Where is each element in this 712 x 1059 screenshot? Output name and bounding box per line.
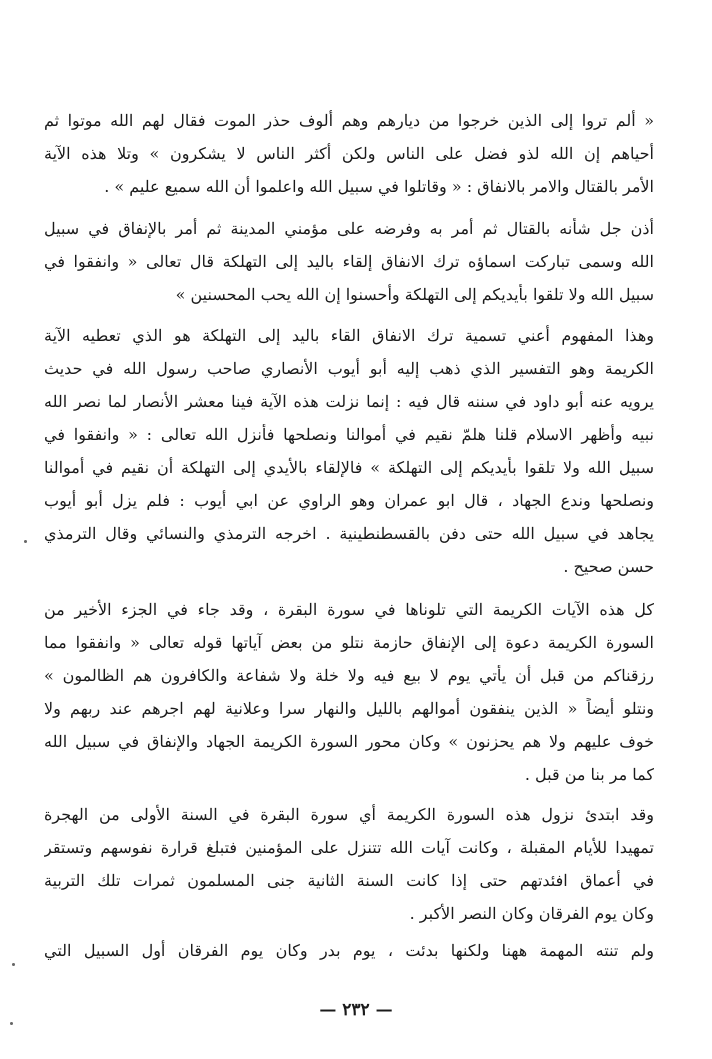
p3-line-8: حسن صحيح . bbox=[563, 557, 654, 576]
p4-line-6: كما مر بنا من قبل . bbox=[524, 765, 654, 784]
p3-line-2: الكريمة وهو التفسير الذي ذهب إليه أبو أيوب الأنصاري صاحب رسول الله في حديث bbox=[44, 359, 654, 378]
p4-line-1: كل هذه الآيات الكريمة التي تلوناها في سورة البقرة ، وقد جاء في الجزء الأخير من bbox=[44, 600, 654, 619]
p5-line-4: وكان يوم الفرقان وكان النصر الأكبر . bbox=[409, 904, 654, 923]
p4-line-2: السورة الكريمة دعوة إلى الإنفاق حازمة نتلو من بعض آياتها قوله تعالى « وانفقوا مما bbox=[44, 633, 654, 652]
p6-line-1: ولم تنته المهمة ههنا ولكنها بدئت ، يوم بدر وكان يوم الفرقان أول السبيل التي bbox=[44, 941, 654, 960]
scan-speck bbox=[12, 963, 15, 966]
p3-line-6: ونصلحها وندع الجهاد ، قال ابو عمران وهو الراوي عن ابي أيوب : فلم يزل أبو أيوب bbox=[44, 491, 654, 510]
p5-line-1: وقد ابتدئ نزول هذه السورة الكريمة أي سورة البقرة في السنة الأولى من الهجرة bbox=[44, 805, 654, 824]
p3-line-1: وهذا المفهوم أعني تسمية ترك الانفاق القاء باليد إلى التهلكة هو الذي تعطيه الآية bbox=[44, 326, 654, 345]
p1-line-1: « ألم تروا إلى الذين خرجوا من ديارهم وهم ألوف حذر الموت فقال لهم الله موتوا ثم bbox=[44, 111, 654, 130]
scan-speck bbox=[10, 1022, 13, 1025]
p4-line-5: خوف عليهم ولا هم يحزنون » وكان محور السورة الكريمة الجهاد والإنفاق في سبيل الله bbox=[44, 732, 654, 751]
p3-line-5: سبيل الله ولا تلقوا بأيديكم إلى التهلكة » فالإلقاء بالأيدي إلى التهلكة أن نقيم في أموالنا bbox=[44, 458, 654, 477]
scan-speck bbox=[24, 540, 27, 543]
p4-line-3: رزقناكم من قبل أن يأتي يوم لا بيع فيه ولا خلة ولا شفاعة والكافرون هم الظالمون » bbox=[44, 666, 654, 685]
p5-line-2: تمهيدا للأيام المقبلة ، وكانت آيات الله تتنزل على المؤمنين فتبلغ قرارة نفوسهم وتستقر bbox=[44, 838, 654, 857]
page-number: — ٢٣٢ — bbox=[319, 1000, 393, 1020]
p3-line-3: يرويه عنه أبو داود في سننه قال فيه : إنما نزلت هذه الآية فينا معشر الأنصار لما نصر الله bbox=[44, 392, 654, 411]
p1-line-3: الأمر بالقتال والامر بالانفاق : « وقاتلوا في سبيل الله واعلموا أن الله سميع عليم » . bbox=[104, 177, 654, 196]
p2-line-3: سبيل الله ولا تلقوا بأيديكم إلى التهلكة وأحسنوا إن الله يحب المحسنين » bbox=[175, 285, 654, 304]
p3-line-7: يجاهد في سبيل الله حتى دفن بالقسطنطينية . اخرجه الترمذي والنسائي وقال الترمذي bbox=[44, 524, 654, 543]
p1-line-2: أحياهم إن الله لذو فضل على الناس ولكن أكثر الناس لا يشكرون » وتلا هذه الآية bbox=[44, 144, 654, 163]
p4-line-4: ونتلو أيضاً « الذين ينفقون أموالهم بالليل والنهار سرا وعلانية لهم اجرهم عند ربهم ولا bbox=[44, 699, 654, 718]
p3-line-4: نبيه وأظهر الاسلام قلنا هلمّ نقيم في أموالنا ونصلحها فأنزل الله تعالى : « وانفقوا في bbox=[44, 425, 654, 444]
p5-line-3: في أعماق افئدتهم حتى إذا كانت السنة الثانية جنى المسلمون ثمرات تلك التربية bbox=[44, 871, 654, 890]
p2-line-1: أذن جل شأنه بالقتال ثم أمر به وفرضه على مؤمني المدينة ثم أمر بالإنفاق في سبيل bbox=[44, 219, 654, 238]
p2-line-2: الله وسمى تباركت اسماؤه ترك الانفاق إلقاء باليد إلى التهلكة قال تعالى « وانفقوا في bbox=[44, 252, 654, 271]
